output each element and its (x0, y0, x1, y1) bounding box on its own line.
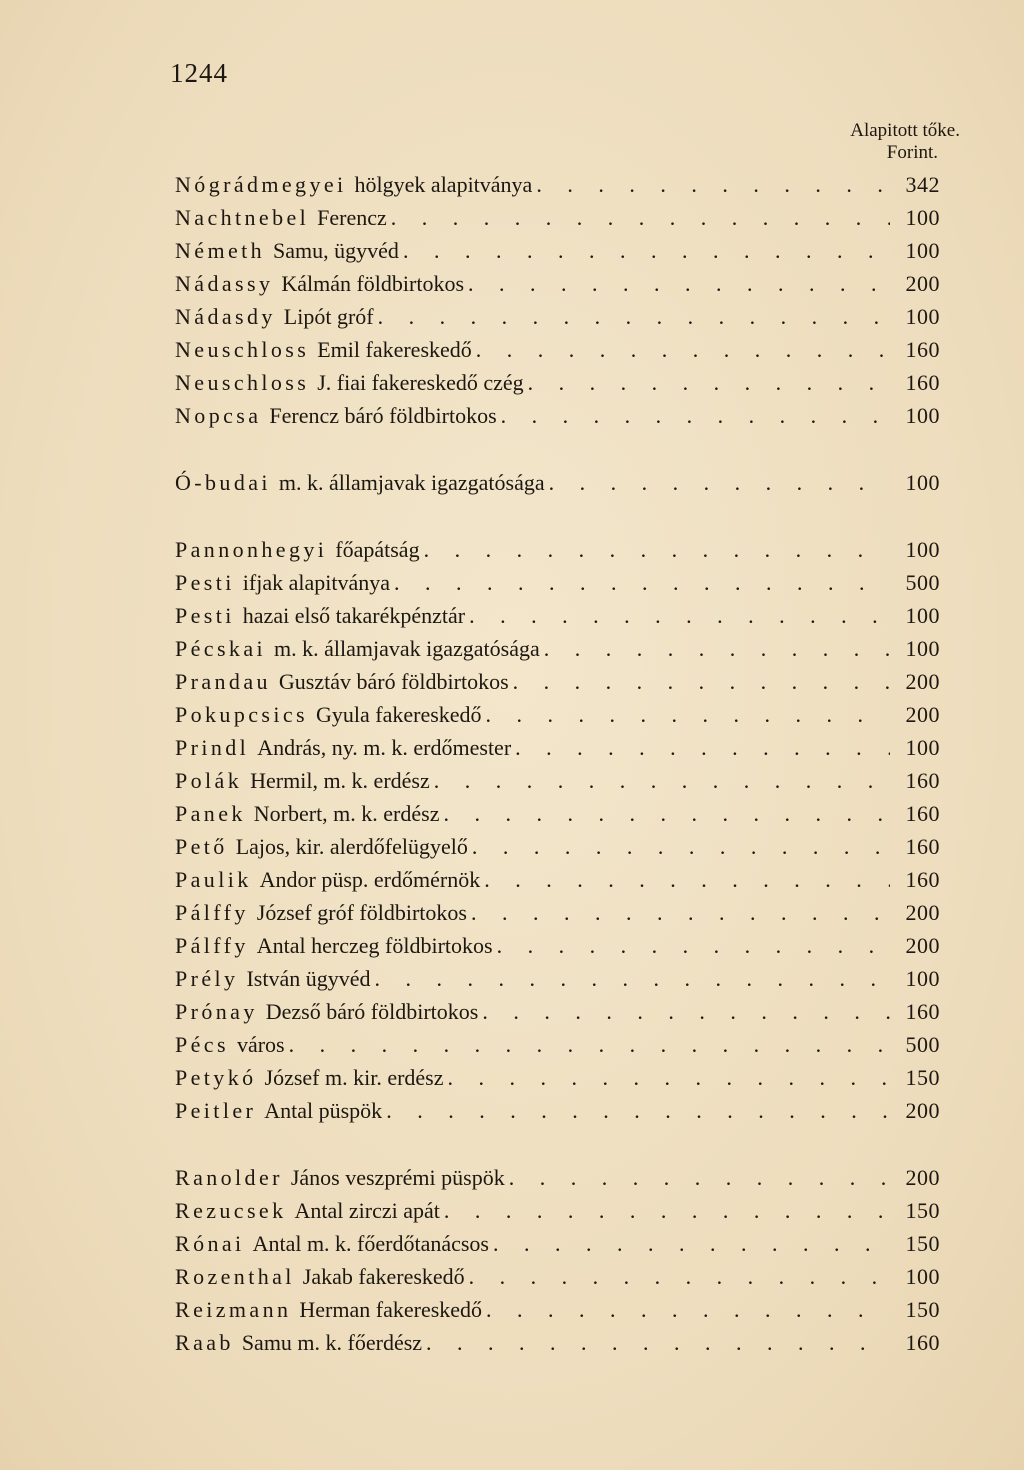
donor-description: Hermil, m. k. erdész (250, 768, 430, 793)
ledger-row (175, 267, 940, 300)
donor-name: Polák (175, 768, 243, 793)
capital-amount: 100 (905, 636, 940, 661)
donor-name: Ranolder (175, 1165, 283, 1190)
donor-description: Samu m. k. főerdész (241, 1330, 423, 1355)
donor-description: Gyula fakereskedő (316, 702, 482, 727)
donor-name: Pető (175, 834, 228, 859)
ledger-row (175, 566, 940, 599)
ledger-row (175, 1161, 940, 1194)
donor-description: Dezső báró földbirtokos (265, 999, 479, 1024)
capital-amount: 150 (905, 1198, 940, 1223)
capital-amount: 342 (905, 172, 940, 197)
donor-name: Ó-budai (175, 470, 271, 495)
dot-leader (443, 797, 890, 830)
donor-name: Paulik (175, 867, 252, 892)
donor-description: Andor püsp. erdőmérnök (259, 867, 481, 892)
donor-name: Petykó (175, 1065, 257, 1090)
donor-name: Panek (175, 801, 246, 826)
ledger-row (175, 797, 940, 830)
ledger-row (175, 1061, 940, 1094)
column-header (760, 120, 960, 164)
dot-leader (469, 1260, 890, 1293)
donor-name: Pálffy (175, 900, 249, 925)
donor-name: Nádasdy (175, 304, 276, 329)
dot-leader (289, 1028, 890, 1061)
dot-leader (476, 333, 890, 366)
ledger-row (175, 333, 940, 366)
donor-description: Herman fakereskedő (299, 1297, 483, 1322)
donor-description: főapátság (335, 537, 420, 562)
ledger-section (175, 466, 940, 499)
donor-name: Nádassy (175, 271, 274, 296)
dot-leader (528, 366, 890, 399)
donor-description: J. fiai fakereskedő czég (317, 370, 524, 395)
capital-amount: 200 (905, 1098, 940, 1123)
dot-leader (472, 830, 890, 863)
dot-leader (544, 632, 890, 665)
capital-amount: 100 (905, 603, 940, 628)
dot-leader (482, 995, 890, 1028)
dot-leader (486, 698, 890, 731)
ledger-row (175, 1326, 940, 1359)
dot-leader (513, 665, 890, 698)
capital-amount: 200 (905, 1165, 940, 1190)
ledger-row (175, 1227, 940, 1260)
donor-description: Kálmán földbirtokos (281, 271, 465, 296)
capital-amount: 100 (905, 1264, 940, 1289)
ledger-row (175, 1194, 940, 1227)
donor-description: Lipót gróf (283, 304, 374, 329)
donor-name: Pécs (175, 1032, 229, 1057)
donor-description: János veszprémi püspök (290, 1165, 505, 1190)
dot-leader (378, 300, 890, 333)
capital-amount: 200 (905, 271, 940, 296)
donor-name: Neuschloss (175, 337, 310, 362)
donor-description: hazai első takarékpénztár (242, 603, 466, 628)
ledger-row (175, 896, 940, 929)
ledger-row (175, 929, 940, 962)
capital-amount: 150 (905, 1065, 940, 1090)
column-header-title: Alapitott tőke. (850, 120, 960, 141)
donor-name: Pannonhegyi (175, 537, 328, 562)
ledger-row (175, 168, 940, 201)
capital-amount: 150 (905, 1231, 940, 1256)
dot-leader (484, 863, 890, 896)
dot-leader (394, 566, 890, 599)
donor-description: Jakab fakereskedő (302, 1264, 465, 1289)
donor-name: Prónay (175, 999, 258, 1024)
dot-leader (424, 533, 890, 566)
ledger-row (175, 863, 940, 896)
donor-name: Nopcsa (175, 403, 262, 428)
dot-leader (403, 234, 890, 267)
capital-amount: 200 (905, 669, 940, 694)
capital-amount: 200 (905, 900, 940, 925)
donor-name: Reizmann (175, 1297, 292, 1322)
donor-description: m. k. államjavak igazgatósága (274, 636, 540, 661)
donor-name: Rezucsek (175, 1198, 287, 1223)
ledger-row (175, 830, 940, 863)
capital-amount: 100 (905, 470, 940, 495)
dot-leader (448, 1061, 890, 1094)
donor-description: Gusztáv báró földbirtokos (278, 669, 509, 694)
capital-amount: 200 (905, 702, 940, 727)
donor-description: József m. kir. erdész (264, 1065, 444, 1090)
ledger-row (175, 300, 940, 333)
dot-leader (468, 267, 890, 300)
page-number: 1244 (170, 58, 228, 88)
donor-description: Ferencz báró földbirtokos (269, 403, 497, 428)
dot-leader (486, 1293, 890, 1326)
ledger-row (175, 466, 940, 499)
capital-amount: 160 (905, 834, 940, 859)
donor-name: Pesti (175, 603, 235, 628)
donor-name: Nachtnebel (175, 205, 310, 230)
ledger-row (175, 1260, 940, 1293)
donor-description: Antal zirczi apát (294, 1198, 440, 1223)
dot-leader (471, 896, 890, 929)
capital-amount: 500 (905, 1032, 940, 1057)
donor-description: József gróf földbirtokos (256, 900, 467, 925)
dot-leader (469, 599, 890, 632)
donor-name: Pálffy (175, 933, 249, 958)
donor-description: Emil fakereskedő (317, 337, 472, 362)
capital-amount: 150 (905, 1297, 940, 1322)
dot-leader (434, 764, 890, 797)
ledger-row (175, 201, 940, 234)
capital-amount: 100 (905, 403, 940, 428)
ledger-row (175, 599, 940, 632)
ledger-row (175, 399, 940, 432)
dot-leader (374, 962, 890, 995)
dot-leader (386, 1094, 890, 1127)
capital-amount: 160 (905, 337, 940, 362)
ledger-section (175, 533, 940, 1127)
ledger-row (175, 698, 940, 731)
column-header-unit: Forint. (886, 142, 938, 163)
capital-amount: 160 (905, 1330, 940, 1355)
donor-name: Rónai (175, 1231, 245, 1256)
ledger-row (175, 366, 940, 399)
donor-description: ifjak alapitványa (242, 570, 391, 595)
donor-name: Raab (175, 1330, 234, 1355)
donor-description: város (236, 1032, 285, 1057)
donor-name: Nógrádmegyei (175, 172, 347, 197)
capital-amount: 100 (905, 205, 940, 230)
dot-leader (426, 1326, 890, 1359)
donor-name: Németh (175, 238, 266, 263)
donor-description: Ferencz (317, 205, 387, 230)
donor-name: Pesti (175, 570, 235, 595)
donor-description: Samu, ügyvéd (273, 238, 399, 263)
capital-amount: 160 (905, 867, 940, 892)
ledger-section (175, 168, 940, 432)
donor-name: Pécskai (175, 636, 267, 661)
ledger (175, 168, 940, 1359)
ledger-row (175, 1094, 940, 1127)
dot-leader (509, 1161, 890, 1194)
donor-description: hölgyek alapitványa (354, 172, 533, 197)
donor-description: Antal püspök (264, 1098, 383, 1123)
donor-description: András, ny. m. k. erdőmester (257, 735, 512, 760)
donor-name: Rozenthal (175, 1264, 295, 1289)
donor-description: m. k. államjavak igazgatósága (278, 470, 545, 495)
ledger-row (175, 533, 940, 566)
capital-amount: 100 (905, 238, 940, 263)
dot-leader (493, 1227, 890, 1260)
dot-leader (391, 201, 890, 234)
dot-leader (501, 399, 890, 432)
donor-name: Prandau (175, 669, 271, 694)
dot-leader (549, 466, 890, 499)
ledger-row (175, 764, 940, 797)
dot-leader (515, 731, 890, 764)
dot-leader (536, 168, 890, 201)
capital-amount: 500 (905, 570, 940, 595)
capital-amount: 100 (905, 304, 940, 329)
donor-description: Antal herczeg földbirtokos (256, 933, 493, 958)
ledger-row (175, 665, 940, 698)
dot-leader (497, 929, 890, 962)
ledger-row (175, 995, 940, 1028)
capital-amount: 100 (905, 537, 940, 562)
donor-name: Prindl (175, 735, 250, 760)
capital-amount: 100 (905, 966, 940, 991)
ledger-row (175, 234, 940, 267)
donor-description: Antal m. k. főerdőtanácsos (252, 1231, 489, 1256)
ledger-section (175, 1161, 940, 1359)
donor-description: István ügyvéd (246, 966, 371, 991)
donor-name: Neuschloss (175, 370, 310, 395)
ledger-row (175, 962, 940, 995)
donor-name: Prély (175, 966, 239, 991)
capital-amount: 160 (905, 768, 940, 793)
donor-name: Pokupcsics (175, 702, 308, 727)
donor-description: Lajos, kir. alerdőfelügyelő (235, 834, 468, 859)
capital-amount: 160 (905, 801, 940, 826)
dot-leader (444, 1194, 890, 1227)
donor-name: Peitler (175, 1098, 257, 1123)
ledger-row (175, 1028, 940, 1061)
donor-description: Norbert, m. k. erdész (253, 801, 440, 826)
ledger-row (175, 1293, 940, 1326)
capital-amount: 200 (905, 933, 940, 958)
capital-amount: 160 (905, 370, 940, 395)
capital-amount: 160 (905, 999, 940, 1024)
ledger-row (175, 731, 940, 764)
capital-amount: 100 (905, 735, 940, 760)
ledger-row (175, 632, 940, 665)
